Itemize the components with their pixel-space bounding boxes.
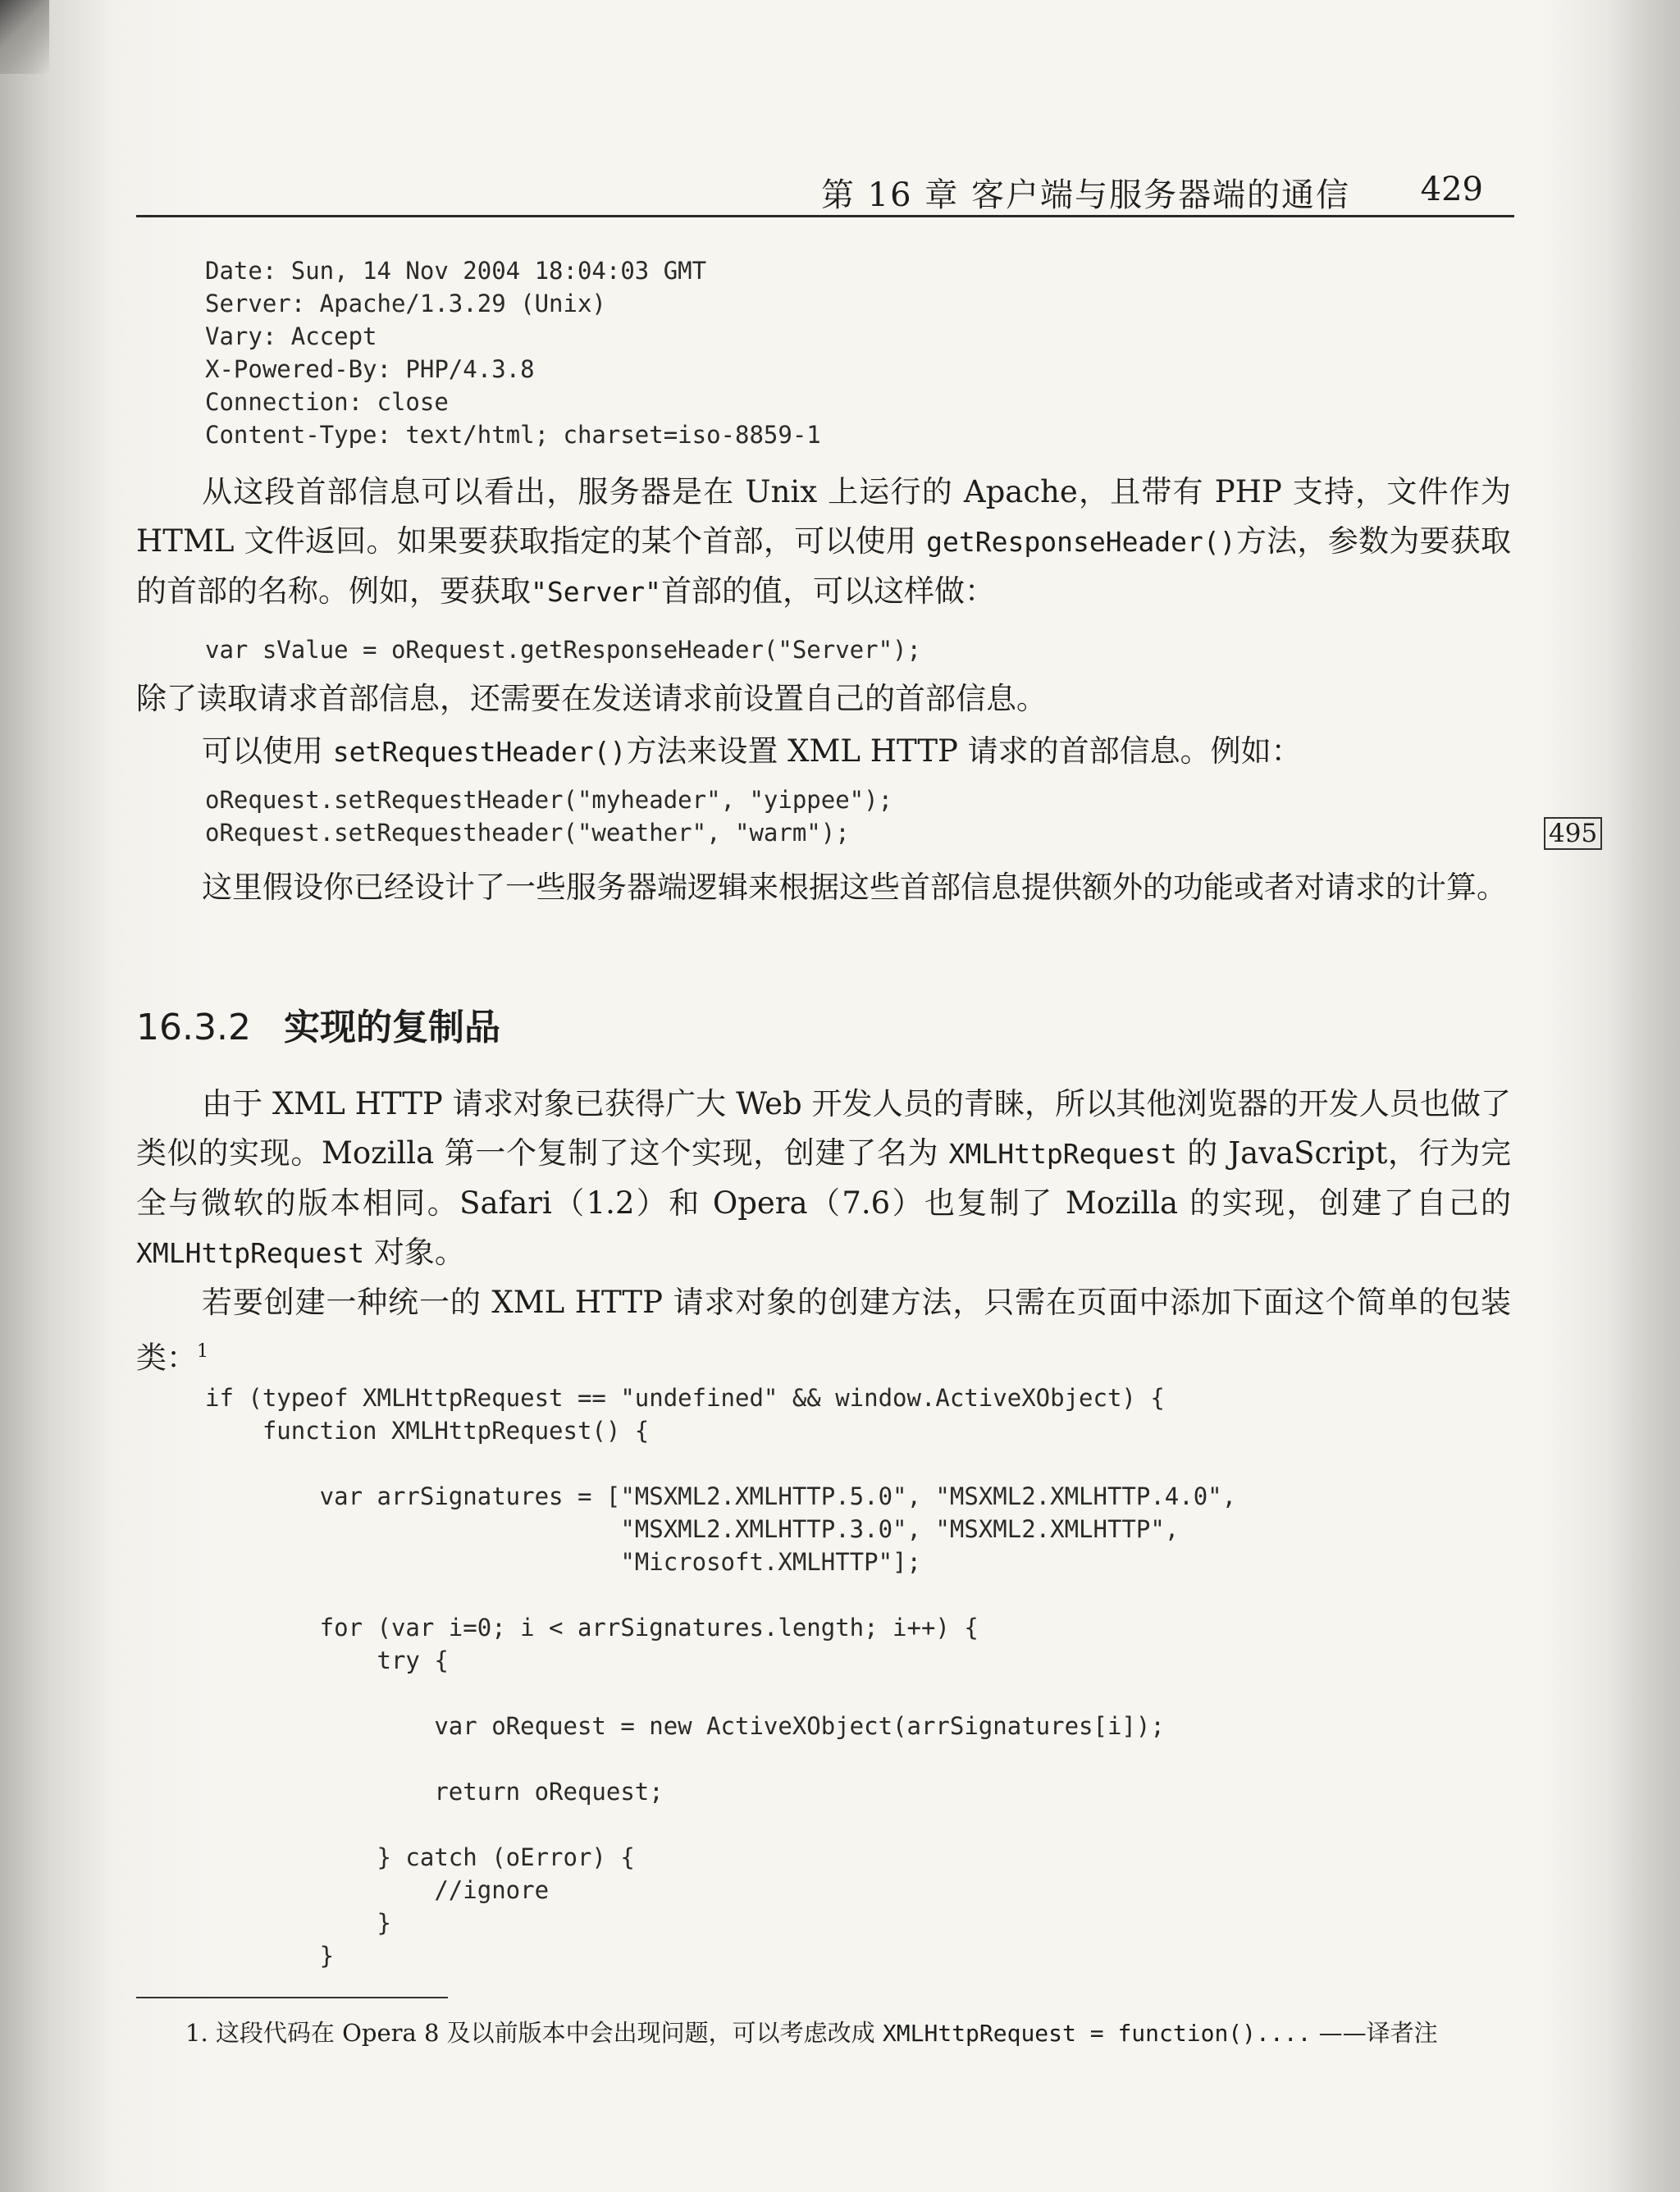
section-title: 实现的复制品 (283, 1007, 500, 1048)
inline-code: "Server" (531, 576, 661, 608)
margin-page-reference: 495 (1544, 817, 1602, 850)
paragraph-set-headers-intro: 除了读取请求首部信息，还需要在发送请求前设置自己的首部信息。 (136, 681, 1047, 716)
footnote: 1. 这段代码在 Opera 8 及以前版本中会出现问题，可以考虑改成 XMLHttpRequest = function().... ——译者注 (185, 2019, 1438, 2047)
code-block-wrapper: if (typeof XMLHttpRequest == "undefined" && window.ActiveXObject) { function XMLHttpRequest() { var arrSignatures = ["MSXML2.XMLHTTP.5.0", "MSXML2.XMLHTTP.4.0", "MSXML2.XMLHTTP.3.0", "MSXML2.XMLHTTP", "Microsoft.XMLHTTP"]; for (var i=0; i < arrSignatures.length; i++) { try { var oRequest = new ActiveXObject(arrSignatures[i]); return oRequest; } catch (oError) { //ignore } } (205, 1384, 1237, 1970)
code-block-set-header: oRequest.setRequestHeader("myheader", "yippee"); oRequest.setRequestheader("weather", "warm"); (205, 786, 893, 847)
running-header (136, 164, 1514, 217)
section-heading (136, 998, 500, 1050)
inline-code: XMLHttpRequest = function().... (882, 2020, 1312, 2047)
paragraph-wrapper-class: 若要创建一种统一的 XML HTTP 请求对象的创建方法，只需在页面中添加下面这个简单的包装类：$^1$ (136, 1285, 1511, 1376)
footnote-marker: 1 (197, 1341, 208, 1362)
page-corner-shadow (0, 0, 49, 74)
inline-code: setRequestHeader() (332, 736, 627, 768)
chapter-title: 第 16 章 客户端与服务器端的通信 (820, 176, 1350, 214)
inline-code: XMLHttpRequest (948, 1138, 1177, 1170)
page-number: 429 (1420, 171, 1483, 208)
code-block-response-headers: Date: Sun, 14 Nov 2004 18:04:03 GMT Server: Apache/1.3.29 (Unix) Vary: Accept X-Powered-By: PHP/4.3.8 Connection: close Content-Type: text/html; charset=iso-8859-1 (205, 257, 821, 449)
code-block-get-header: var sValue = oRequest.getResponseHeader("Server"); (205, 636, 921, 664)
inline-code: getResponseHeader() (926, 526, 1236, 558)
paragraph-copies: 由于 XML HTTP 请求对象已获得广大 Web 开发人员的青睐，所以其他浏览器的开发人员也做了类似的实现。Mozilla 第一个复制了这个实现，创建了名为 XMLHttpRequest 的 JavaScript，行为完全与微软的版本相同。Safari（1.2）和 Opera（7.6）也复制了 Mozilla 的实现，创建了自己的 XMLHttpRequest 对象。 (136, 1086, 1511, 1270)
inline-code: XMLHttpRequest (136, 1237, 365, 1269)
paragraph-set-request-header: 可以使用 setRequestHeader()方法来设置 XML HTTP 请求的首部信息。例如： (202, 733, 1302, 769)
section-number: 16.3.2 (136, 1007, 251, 1048)
paragraph-server-logic: 这里假设你已经设计了一些服务器端逻辑来根据这些首部信息提供额外的功能或者对请求的计算。 (202, 870, 1507, 905)
footnote-divider (136, 1997, 448, 1998)
paragraph-header-info: 从这段首部信息可以看出，服务器是在 Unix 上运行的 Apache，且带有 PHP 支持，文件作为 HTML 文件返回。如果要获取指定的某个首部，可以使用 getResponseHeader()方法，参数为要获取的首部的名称。例如，要获取"Server"首部的值，可以这样做： (136, 474, 1511, 609)
